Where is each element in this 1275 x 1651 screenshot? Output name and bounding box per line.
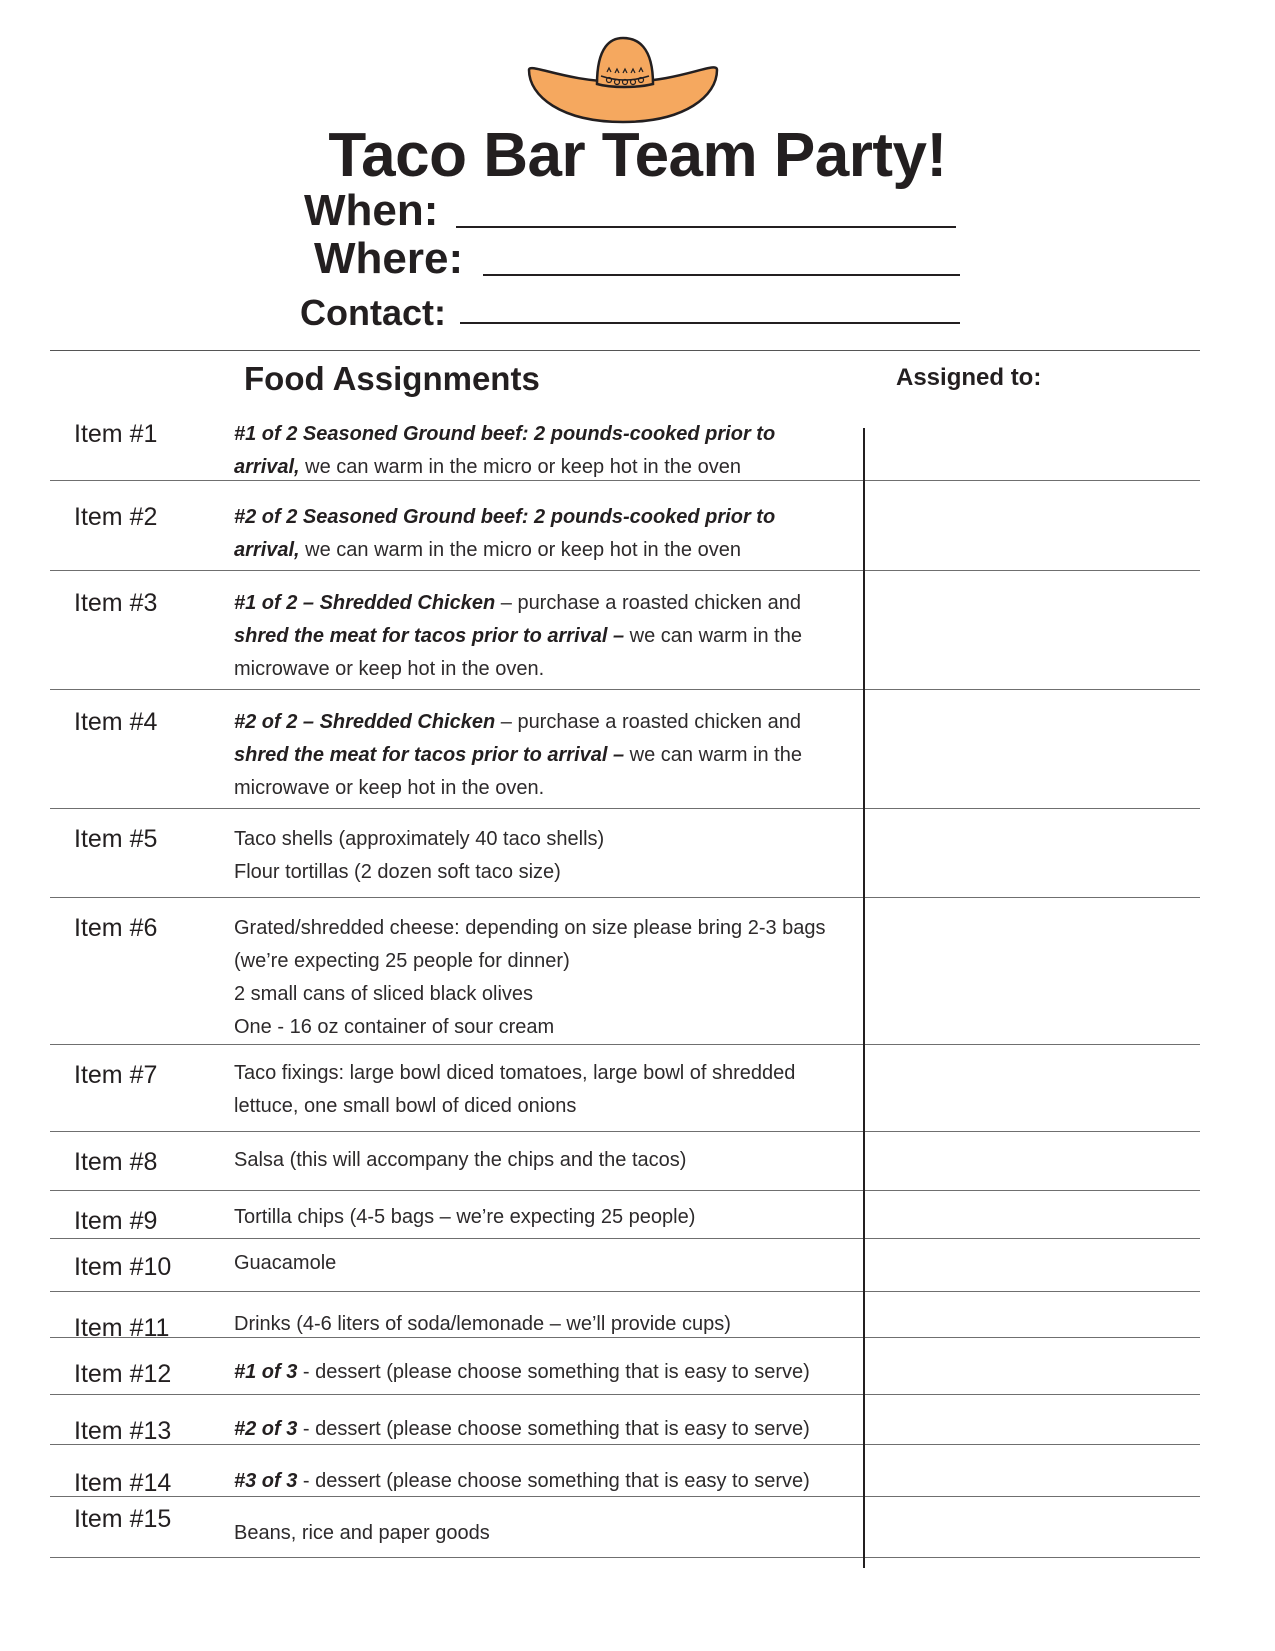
assignments-table (50, 410, 1200, 1558)
sombrero-icon (525, 36, 721, 128)
description-text: One - 16 oz container of sour cream (234, 1016, 555, 1038)
table-row (50, 1338, 1200, 1395)
item-label: Item #7 (74, 1061, 158, 1089)
item-label: Item #4 (74, 708, 158, 736)
column-divider (863, 428, 865, 1568)
description-line (234, 620, 864, 653)
item-label: Item #8 (74, 1148, 158, 1176)
description-text: – purchase a roasted chicken and (495, 592, 801, 614)
assigned-to-cell[interactable] (864, 1239, 1200, 1291)
description-text: - dessert (please choose something that is easy to serve) (297, 1361, 810, 1383)
assigned-to-cell[interactable] (864, 1338, 1200, 1394)
emphasis-text: shred the meat for tacos prior to arrival – (234, 625, 625, 647)
description-text: we can warm in the micro or keep hot in the oven (299, 456, 741, 478)
description-text: - dessert (please choose something that is easy to serve) (297, 1470, 810, 1492)
table-row (50, 809, 1200, 898)
item-label: Item #2 (74, 503, 158, 531)
description-text: we can warm in the micro or keep hot in the oven (299, 539, 741, 561)
table-row (50, 1395, 1200, 1445)
emphasis-text: #1 of 2 – Shredded Chicken (234, 592, 496, 614)
description-line (234, 912, 864, 945)
description-line (234, 772, 864, 805)
assigned-to-heading: Assigned to: (896, 364, 1042, 391)
assigned-to-cell[interactable] (864, 1132, 1200, 1190)
item-label: Item #13 (74, 1417, 172, 1445)
table-row (50, 1132, 1200, 1191)
description-line (234, 1517, 864, 1550)
assigned-to-cell[interactable] (864, 481, 1200, 570)
table-row (50, 1191, 1200, 1239)
emphasis-text: #2 of 3 (234, 1418, 298, 1440)
item-label: Item #3 (74, 589, 158, 617)
description-line (234, 1144, 864, 1177)
item-description (234, 1356, 864, 1389)
description-line (234, 1465, 864, 1498)
table-row (50, 1292, 1200, 1342)
item-description (234, 1465, 864, 1498)
description-text: Grated/shredded cheese: depending on size please bring 2-3 bags (234, 917, 826, 939)
description-text: – purchase a roasted chicken and (495, 711, 801, 733)
description-line (234, 1356, 864, 1389)
assigned-to-cell[interactable] (864, 809, 1200, 897)
description-line (234, 1201, 864, 1234)
table-row (50, 481, 1200, 571)
description-line (234, 587, 864, 620)
description-line (234, 1413, 864, 1446)
description-line (234, 1308, 864, 1341)
assigned-to-cell[interactable] (864, 1045, 1200, 1131)
description-line (234, 653, 864, 686)
item-label: Item #5 (74, 825, 158, 853)
item-label: Item #15 (74, 1505, 172, 1533)
assigned-to-cell[interactable] (864, 1292, 1200, 1337)
description-text: microwave or keep hot in the oven. (234, 777, 545, 799)
assigned-to-cell[interactable] (864, 1497, 1200, 1557)
description-line (234, 856, 864, 889)
description-line (234, 1090, 864, 1123)
contact-label: Contact: (300, 292, 446, 333)
item-label: Item #9 (74, 1207, 158, 1235)
emphasis-text: #2 of 2 – Shredded Chicken (234, 711, 496, 733)
where-label: Where: (314, 234, 464, 283)
description-text: we can warm in the (624, 744, 802, 766)
assigned-to-cell[interactable] (864, 1191, 1200, 1238)
header-divider (50, 350, 1200, 351)
item-description (234, 501, 864, 567)
emphasis-text: arrival, (234, 456, 300, 478)
assigned-to-cell[interactable] (864, 1395, 1200, 1444)
emphasis-text: #3 of 3 (234, 1470, 298, 1492)
description-line (234, 739, 864, 772)
assigned-to-cell[interactable] (864, 410, 1200, 480)
table-row (50, 690, 1200, 809)
item-description (234, 587, 864, 686)
item-description (234, 418, 864, 484)
description-text: Beans, rice and paper goods (234, 1522, 490, 1544)
item-description (234, 1247, 864, 1280)
emphasis-text: #1 of 2 Seasoned Ground beef: 2 pounds-cooked prior to (234, 423, 776, 445)
description-text: (we’re expecting 25 people for dinner) (234, 950, 570, 972)
contact-field[interactable] (460, 322, 960, 324)
where-field[interactable] (483, 274, 960, 276)
when-field[interactable] (456, 226, 956, 228)
assigned-to-cell[interactable] (864, 690, 1200, 808)
description-line (234, 501, 864, 534)
item-description (234, 1144, 864, 1177)
description-text: Drinks (4-6 liters of soda/lemonade – we’ll provide cups) (234, 1313, 731, 1335)
table-row (50, 1045, 1200, 1132)
description-line (234, 418, 864, 451)
item-description (234, 1517, 864, 1550)
item-label: Item #1 (74, 420, 158, 448)
description-line (234, 534, 864, 567)
description-text: Taco shells (approximately 40 taco shells) (234, 828, 605, 850)
description-line (234, 1057, 864, 1090)
item-description (234, 1413, 864, 1446)
assigned-to-cell[interactable] (864, 571, 1200, 689)
item-description (234, 706, 864, 805)
when-label: When: (304, 186, 439, 235)
description-text: Salsa (this will accompany the chips and the tacos) (234, 1149, 687, 1171)
table-row (50, 571, 1200, 690)
description-text: Flour tortillas (2 dozen soft taco size) (234, 861, 561, 883)
item-description (234, 1201, 864, 1234)
description-text: we can warm in the (624, 625, 802, 647)
table-row (50, 898, 1200, 1045)
description-line (234, 706, 864, 739)
description-text: microwave or keep hot in the oven. (234, 658, 545, 680)
assigned-to-cell[interactable] (864, 1445, 1200, 1496)
item-label: Item #12 (74, 1360, 172, 1388)
emphasis-text: shred the meat for tacos prior to arrival – (234, 744, 625, 766)
item-description (234, 1057, 864, 1123)
table-row (50, 1239, 1200, 1292)
item-description (234, 823, 864, 889)
item-description (234, 912, 864, 1044)
description-text: 2 small cans of sliced black olives (234, 983, 534, 1005)
table-row (50, 1497, 1200, 1558)
table-row (50, 1445, 1200, 1497)
assigned-to-cell[interactable] (864, 898, 1200, 1044)
table-row (50, 410, 1200, 481)
item-label: Item #10 (74, 1253, 172, 1281)
emphasis-text: arrival, (234, 539, 300, 561)
description-text: - dessert (please choose something that is easy to serve) (297, 1418, 810, 1440)
food-assignments-heading: Food Assignments (244, 360, 540, 397)
item-label: Item #14 (74, 1469, 172, 1497)
description-text: Taco fixings: large bowl diced tomatoes, large bowl of shredded (234, 1062, 796, 1084)
description-line (234, 945, 864, 978)
description-text: Tortilla chips (4-5 bags – we’re expecting 25 people) (234, 1206, 696, 1228)
description-line (234, 1247, 864, 1280)
item-label: Item #6 (74, 914, 158, 942)
description-line (234, 823, 864, 856)
emphasis-text: #2 of 2 Seasoned Ground beef: 2 pounds-cooked prior to (234, 506, 776, 528)
description-line (234, 451, 864, 484)
page-title: Taco Bar Team Party! (328, 121, 947, 190)
description-line (234, 1011, 864, 1044)
description-text: lettuce, one small bowl of diced onions (234, 1095, 577, 1117)
item-description (234, 1308, 864, 1341)
description-line (234, 978, 864, 1011)
emphasis-text: #1 of 3 (234, 1361, 298, 1383)
item-label: Item #11 (74, 1314, 170, 1342)
description-text: Guacamole (234, 1252, 337, 1274)
